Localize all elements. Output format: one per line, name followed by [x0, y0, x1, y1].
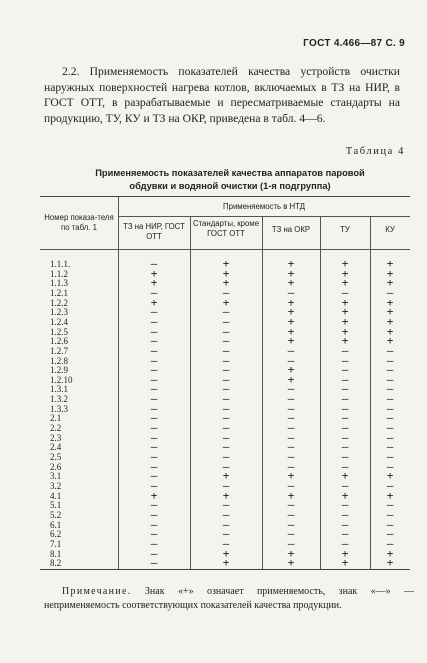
applicability-sign: —	[386, 401, 394, 415]
applicability-sign: —	[386, 450, 394, 463]
column-header: КУ	[385, 225, 395, 234]
applicability-sign: +	[150, 266, 158, 280]
row-number: 1.1.2	[50, 268, 68, 279]
applicability-sign: —	[222, 536, 230, 550]
applicability-sign: —	[386, 517, 394, 531]
applicability-sign: —	[341, 343, 349, 357]
row-number: 1.2.3	[50, 307, 68, 318]
group-column-header: Применяемость в НТД	[223, 202, 305, 211]
applicability-sign: —	[222, 478, 230, 492]
applicability-sign: —	[386, 459, 394, 473]
applicability-sign: —	[287, 536, 295, 550]
applicability-sign: —	[150, 305, 158, 319]
applicability-sign: —	[150, 392, 158, 406]
applicability-sign: —	[341, 401, 349, 415]
applicability-sign: —	[222, 285, 230, 299]
row-number: 1.1.3	[50, 278, 68, 289]
applicability-sign: —	[222, 401, 230, 415]
applicability-sign: —	[222, 421, 230, 435]
row-number: 2.2	[50, 423, 62, 434]
applicability-sign: +	[222, 266, 230, 280]
applicability-sign: +	[222, 276, 230, 290]
applicability-sign: —	[341, 372, 349, 386]
row-number: 2.5	[50, 452, 62, 462]
applicability-sign: —	[222, 314, 230, 328]
applicability-sign: +	[386, 295, 394, 309]
applicability-sign: —	[386, 478, 394, 492]
applicability-sign: +	[287, 363, 295, 377]
col-divider	[262, 216, 263, 569]
applicability-table	[40, 196, 410, 570]
applicability-sign: +	[222, 488, 230, 502]
applicability-sign: +	[341, 324, 349, 338]
row-number: 2.1	[50, 413, 62, 424]
page-header: ГОСТ 4.466—87 С. 9	[303, 38, 405, 49]
applicability-sign: —	[386, 353, 394, 367]
applicability-sign: —	[150, 527, 158, 541]
row-number: 6.2	[50, 529, 62, 540]
applicability-sign: —	[386, 372, 394, 386]
applicability-sign: —	[150, 421, 158, 435]
applicability-sign: —	[287, 421, 295, 435]
applicability-sign: +	[222, 469, 230, 483]
table-title: Применяемость показателей качества аппаратов паровой обдувки и водяной очистки (1-я подгруппа)	[95, 168, 365, 191]
applicability-sign: —	[341, 353, 349, 367]
applicability-sign: —	[287, 507, 295, 521]
applicability-sign: —	[150, 440, 158, 454]
applicability-sign: +	[287, 546, 295, 560]
applicability-sign: —	[150, 382, 158, 396]
applicability-sign: —	[386, 363, 394, 377]
note-text: Знак «+» означает применяемость, знак «—» — неприменяемость соответствующих показателей качества продукции.	[44, 586, 415, 611]
row-number: 1.2.8	[50, 355, 68, 366]
applicability-sign: —	[222, 353, 230, 367]
applicability-sign: +	[287, 266, 295, 280]
applicability-sign: —	[341, 517, 349, 531]
applicability-sign: —	[222, 372, 230, 386]
applicability-sign: —	[222, 430, 230, 444]
row-number: 1.3.1	[50, 384, 68, 395]
row-number: 3.1	[50, 471, 62, 482]
row-number: 1.2.1	[50, 287, 68, 298]
applicability-sign: —	[222, 334, 230, 348]
applicability-sign: —	[150, 507, 158, 521]
applicability-sign: +	[341, 469, 349, 483]
table-note	[44, 585, 414, 613]
applicability-sign: —	[386, 527, 394, 541]
col-divider	[320, 216, 321, 569]
applicability-sign: —	[386, 440, 394, 454]
applicability-sign: +	[341, 314, 349, 328]
applicability-sign: +	[341, 266, 349, 280]
column-header: ТЗ на ОКР	[271, 225, 311, 234]
applicability-sign: +	[386, 546, 394, 560]
applicability-sign: —	[287, 401, 295, 415]
row-number: 2.3	[50, 432, 62, 443]
applicability-sign: —	[287, 343, 295, 357]
applicability-sign: —	[386, 498, 394, 512]
applicability-sign: +	[150, 276, 158, 290]
applicability-sign: +	[150, 488, 158, 502]
applicability-sign: +	[287, 305, 295, 319]
applicability-sign: —	[222, 498, 230, 512]
applicability-sign: —	[222, 324, 230, 338]
applicability-sign: +	[287, 257, 295, 270]
first-column-header: Номер показа-теля по табл. 1	[44, 213, 114, 232]
applicability-sign: —	[386, 430, 394, 444]
applicability-sign: —	[386, 285, 394, 299]
applicability-sign: +	[222, 257, 230, 270]
applicability-sign: —	[150, 517, 158, 531]
applicability-sign: —	[150, 372, 158, 386]
applicability-sign: +	[386, 488, 394, 502]
applicability-sign: +	[222, 546, 230, 560]
applicability-sign: —	[287, 450, 295, 463]
applicability-sign: —	[341, 498, 349, 512]
row-number: 2.4	[50, 442, 62, 453]
applicability-sign: +	[386, 257, 394, 270]
applicability-sign: —	[341, 478, 349, 492]
applicability-sign: +	[386, 305, 394, 319]
applicability-sign: —	[287, 498, 295, 512]
applicability-sign: +	[341, 556, 349, 570]
applicability-sign: —	[222, 411, 230, 425]
applicability-sign: —	[287, 285, 295, 299]
row-number: 1.1.1.	[50, 259, 71, 269]
applicability-sign: +	[287, 276, 295, 290]
applicability-sign: +	[386, 334, 394, 348]
applicability-sign: +	[341, 295, 349, 309]
applicability-sign: —	[287, 478, 295, 492]
row-number: 1.2.2	[50, 297, 68, 308]
applicability-sign: —	[150, 430, 158, 444]
row-number: 1.3.2	[50, 394, 68, 405]
applicability-sign: +	[287, 469, 295, 483]
applicability-sign: —	[341, 440, 349, 454]
applicability-sign: —	[222, 305, 230, 319]
applicability-sign: —	[222, 517, 230, 531]
row-number: 1.2.7	[50, 345, 68, 356]
table-label: Таблица 4	[345, 146, 405, 157]
applicability-sign: —	[287, 382, 295, 396]
applicability-sign: —	[341, 459, 349, 473]
column-header: ТЗ на НИР, ГОСТ ОТТ	[123, 222, 185, 241]
applicability-sign: —	[287, 459, 295, 473]
applicability-sign: +	[287, 488, 295, 502]
applicability-sign: —	[386, 507, 394, 521]
applicability-sign: —	[341, 450, 349, 463]
applicability-sign: +	[386, 324, 394, 338]
applicability-sign: —	[222, 527, 230, 541]
applicability-sign: —	[150, 314, 158, 328]
applicability-sign: —	[222, 363, 230, 377]
body-paragraph: 2.2. Применяемость показателей качества устройств очистки наружных поверхностей нагрева котлов, включаемых в ТЗ на НИР, в ГОСТ ОТТ, в разрабатываемые и пересматриваемые стандарты на продукцию, ТУ, КУ и ТЗ на ОКР, приведена в табл. 4—6.	[44, 65, 400, 125]
row-number: 1.2.9	[50, 365, 68, 376]
applicability-sign: —	[341, 430, 349, 444]
applicability-sign: —	[222, 343, 230, 357]
applicability-sign: +	[287, 334, 295, 348]
applicability-sign: —	[150, 334, 158, 348]
applicability-sign: +	[287, 314, 295, 328]
applicability-sign: —	[150, 401, 158, 415]
applicability-sign: —	[287, 517, 295, 531]
applicability-sign: —	[150, 257, 158, 270]
col-divider	[118, 197, 119, 569]
col-divider	[370, 216, 371, 569]
column-header: ТУ	[340, 225, 350, 234]
applicability-sign: —	[287, 392, 295, 406]
applicability-sign: —	[150, 546, 158, 560]
applicability-sign: —	[341, 536, 349, 550]
applicability-sign: +	[150, 295, 158, 309]
applicability-sign: —	[341, 421, 349, 435]
applicability-sign: —	[150, 459, 158, 473]
applicability-sign: —	[287, 353, 295, 367]
applicability-sign: —	[341, 382, 349, 396]
applicability-sign: —	[222, 450, 230, 463]
applicability-sign: —	[287, 411, 295, 425]
applicability-sign: +	[287, 372, 295, 386]
applicability-sign: —	[341, 392, 349, 406]
row-number: 2.6	[50, 461, 62, 472]
row-number: 3.2	[50, 480, 62, 491]
row-number: 7.1	[50, 538, 62, 549]
header-group-divider	[118, 216, 410, 217]
row-number: 4.1	[50, 490, 62, 501]
row-number: 5.1	[50, 500, 62, 511]
applicability-sign: —	[341, 411, 349, 425]
applicability-sign: —	[222, 459, 230, 473]
applicability-sign: +	[341, 334, 349, 348]
applicability-sign: +	[222, 556, 230, 570]
applicability-sign: —	[386, 411, 394, 425]
applicability-sign: —	[341, 363, 349, 377]
applicability-sign: +	[386, 314, 394, 328]
row-number: 1.3.3	[50, 403, 68, 414]
applicability-sign: —	[386, 382, 394, 396]
applicability-sign: +	[386, 276, 394, 290]
applicability-sign: —	[150, 343, 158, 357]
applicability-sign: +	[386, 469, 394, 483]
note-lead: Примечание.	[62, 586, 132, 597]
applicability-sign: —	[222, 382, 230, 396]
applicability-sign: —	[287, 430, 295, 444]
applicability-sign: —	[287, 527, 295, 541]
applicability-sign: —	[150, 324, 158, 338]
row-number: 1.2.4	[50, 316, 68, 327]
applicability-sign: +	[341, 488, 349, 502]
applicability-sign: —	[287, 440, 295, 454]
applicability-sign: —	[222, 440, 230, 454]
applicability-sign: —	[150, 363, 158, 377]
row-number: 6.1	[50, 519, 62, 530]
applicability-sign: —	[386, 421, 394, 435]
applicability-sign: +	[287, 324, 295, 338]
applicability-sign: +	[341, 276, 349, 290]
row-number: 1.2.10	[50, 374, 73, 385]
col-divider	[190, 216, 191, 569]
applicability-sign: +	[341, 305, 349, 319]
header-bottom-divider	[40, 249, 410, 250]
applicability-sign: +	[341, 546, 349, 560]
applicability-sign: —	[150, 556, 158, 570]
row-number: 5.2	[50, 509, 62, 520]
applicability-sign: —	[341, 527, 349, 541]
applicability-sign: —	[150, 285, 158, 299]
applicability-sign: +	[287, 556, 295, 570]
row-number: 1.2.6	[50, 336, 68, 347]
applicability-sign: —	[386, 343, 394, 357]
column-header: Стандарты, кроме ГОСТ ОТТ	[192, 219, 260, 238]
applicability-sign: +	[341, 257, 349, 270]
applicability-sign: —	[222, 392, 230, 406]
applicability-sign: —	[150, 353, 158, 367]
applicability-sign: —	[150, 536, 158, 550]
applicability-sign: +	[222, 295, 230, 309]
applicability-sign: —	[341, 285, 349, 299]
applicability-sign: —	[150, 469, 158, 483]
applicability-sign: —	[150, 450, 158, 463]
applicability-sign: —	[222, 507, 230, 521]
applicability-sign: —	[150, 411, 158, 425]
applicability-sign: +	[386, 556, 394, 570]
applicability-sign: —	[150, 478, 158, 492]
row-number: 8.1	[50, 548, 62, 559]
row-number: 8.2	[50, 558, 62, 569]
applicability-sign: —	[386, 392, 394, 406]
applicability-sign: —	[150, 498, 158, 512]
applicability-sign: —	[341, 507, 349, 521]
applicability-sign: —	[386, 536, 394, 550]
applicability-sign: +	[287, 295, 295, 309]
row-number: 1.2.5	[50, 326, 68, 337]
applicability-sign: +	[386, 266, 394, 280]
